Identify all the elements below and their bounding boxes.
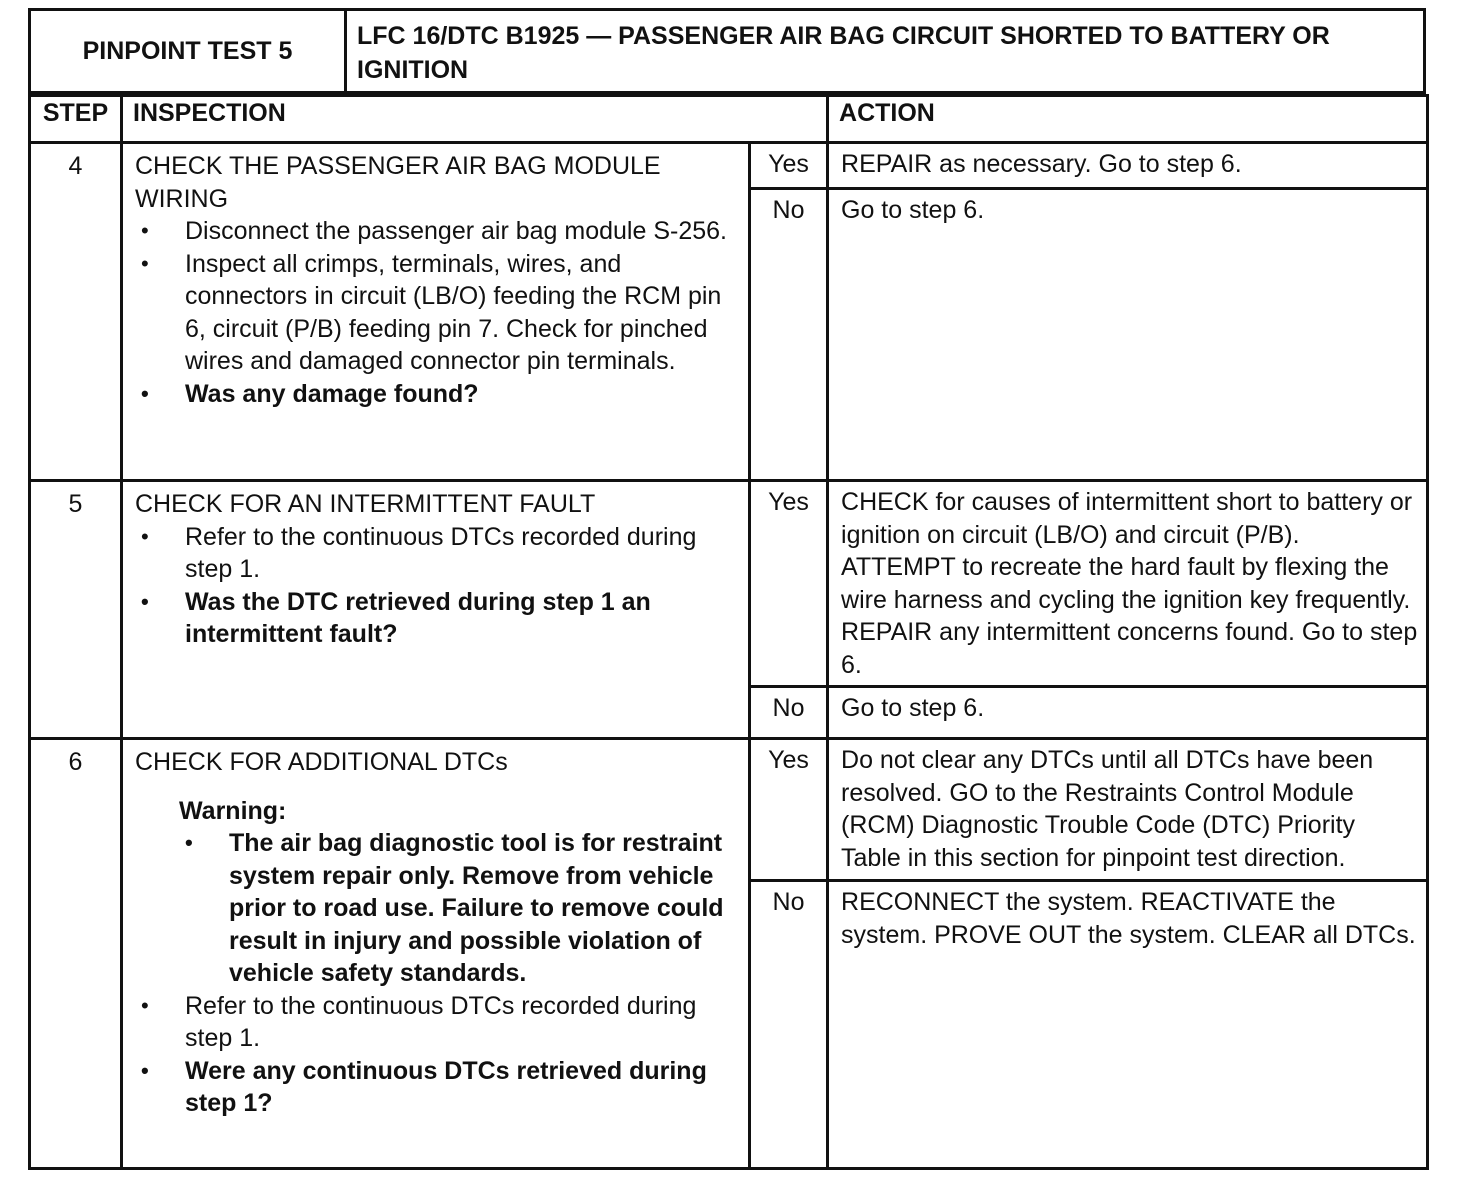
step-4-yes-row: [30, 143, 1428, 189]
yes-label: Yes: [750, 143, 828, 189]
inspection-bullet: • Refer to the continuous DTCs recorded during step 1.: [135, 521, 734, 586]
step-inspection: [122, 481, 750, 739]
yes-action: Do not clear any DTCs until all DTCs have been resolved. GO to the Restraints Control Module (RCM) Diagnostic Trouble Code (DTC) Priority Table in this section for pinpoint test direction.: [828, 739, 1428, 881]
step-6-yes-row: [30, 739, 1428, 881]
pinpoint-test-label: PINPOINT TEST 5: [31, 11, 347, 91]
step-number: 5: [30, 481, 122, 739]
inspection-bullet: • Refer to the continuous DTCs recorded during step 1.: [135, 990, 734, 1055]
step-heading: CHECK THE PASSENGER AIR BAG MODULE WIRING: [135, 152, 661, 213]
table-header-row: [30, 96, 1428, 143]
yes-action: REPAIR as necessary. Go to step 6.: [828, 143, 1428, 189]
inspection-bullets: [135, 990, 734, 1120]
pinpoint-test-document: [28, 8, 1426, 1172]
step-heading: CHECK FOR ADDITIONAL DTCs: [135, 748, 508, 776]
step-inspection: [122, 739, 750, 1169]
no-action: Go to step 6.: [828, 687, 1428, 739]
warning-block: [179, 795, 734, 990]
inspection-bullet: • Inspect all crimps, terminals, wires, and connectors in circuit (LB/O) feeding the RCM pin 6, circuit (P/B) feeding pin 7. Check for pinched wires and damaged connector pin terminals.: [135, 248, 734, 378]
inspection-bullet: • Disconnect the passenger air bag module S-256.: [135, 215, 734, 248]
step-inspection: [122, 143, 750, 481]
yes-label: Yes: [750, 481, 828, 687]
inspection-question: • Were any continuous DTCs retrieved during step 1?: [135, 1055, 734, 1120]
no-action: Go to step 6.: [828, 189, 1428, 481]
inspection-bullets: [135, 215, 734, 410]
step-heading: CHECK FOR AN INTERMITTENT FAULT: [135, 490, 596, 518]
yes-action: CHECK for causes of intermittent short to battery or ignition on circuit (LB/O) and circuit (P/B). ATTEMPT to recreate the hard fault by flexing the wire harness and cycling the ignition key frequently. REPAIR any intermittent concerns found. Go to step 6.: [828, 481, 1428, 687]
inspection-question: • Was the DTC retrieved during step 1 an intermittent fault?: [135, 586, 734, 651]
page-title: LFC 16/DTC B1925 — PASSENGER AIR BAG CIRCUIT SHORTED TO BATTERY OR IGNITION: [357, 22, 1330, 84]
inspection-column-header: INSPECTION: [122, 96, 828, 143]
warning-bullets: [179, 827, 734, 990]
inspection-bullets: [135, 521, 734, 651]
no-label: No: [750, 687, 828, 739]
no-label: No: [750, 189, 828, 481]
action-column-header: ACTION: [828, 96, 1428, 143]
step-5-yes-row: [30, 481, 1428, 687]
no-label: No: [750, 881, 828, 1169]
no-action: RECONNECT the system. REACTIVATE the system. PROVE OUT the system. CLEAR all DTCs.: [828, 881, 1428, 1169]
step-column-header: STEP: [30, 96, 122, 143]
step-number: 4: [30, 143, 122, 481]
inspection-question: • Was any damage found?: [135, 378, 734, 411]
step-number: 6: [30, 739, 122, 1169]
pinpoint-test-table: [28, 94, 1429, 1170]
title-row: [28, 8, 1426, 94]
warning-title: Warning:: [179, 796, 287, 825]
warning-text: • The air bag diagnostic tool is for restraint system repair only. Remove from vehicle prior to road use. Failure to remove could result in injury and possible violation of vehicle safety standards.: [179, 827, 734, 990]
yes-label: Yes: [750, 739, 828, 881]
